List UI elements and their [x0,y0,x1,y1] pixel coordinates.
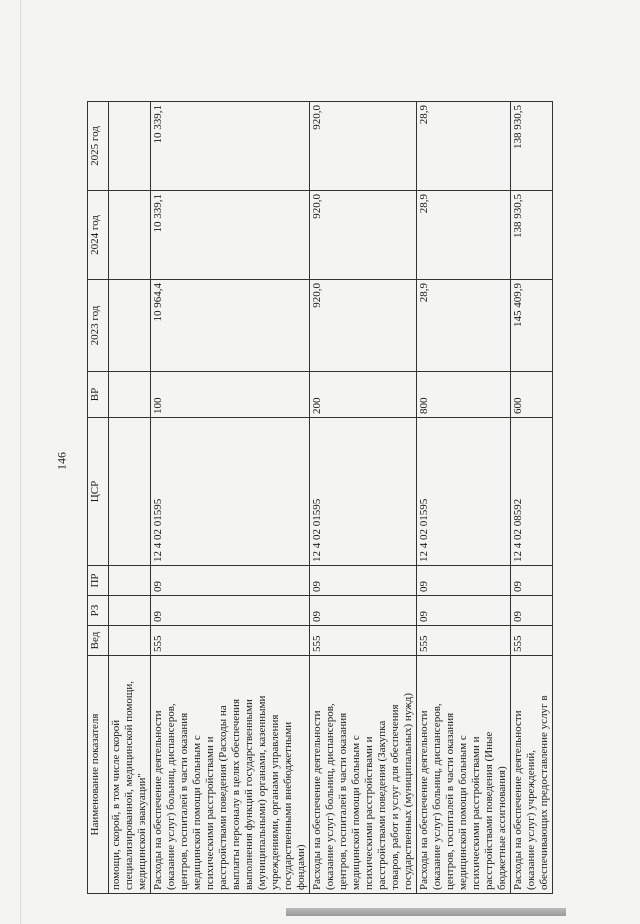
row-csr: 12 4 02 01595 [151,418,310,566]
row-vr: 800 [417,372,511,418]
header-csr: ЦСР [88,418,109,566]
row-ved: 555 [511,626,553,656]
table-row [511,102,553,894]
table-row [417,102,511,894]
row-name: Расходы на обеспечение деятельности (оказание услуг) больниц, диспансеров, центров, госпиталей в части оказания медицинской помощи больным с психическими расстройствами и расстройствами поведения (Закупка товаров, работ и услуг для обеспечения государственных (муниципальных) нужд) [310,656,417,894]
row-2025: 920,0 [310,102,417,191]
row-ved: 555 [151,626,310,656]
page-number: 146 [54,452,69,470]
row-name: Расходы на обеспечение деятельности (оказание услуг) больниц, диспансеров, центров, госпиталей в части оказания медицинской помощи больным с психическими расстройствами и расстройствами поведения (Иные бюджетные ассигнования) [417,656,511,894]
row-rz [109,596,151,626]
header-2025: 2025 год [88,102,109,191]
row-rz: 09 [511,596,553,626]
row-pr: 09 [417,566,511,596]
header-2023: 2023 год [88,280,109,372]
budget-table [87,101,553,894]
row-2025: 28,9 [417,102,511,191]
header-row [88,102,109,894]
row-2024: 138 930,5 [511,191,553,280]
row-2025 [109,102,151,191]
header-ved: Вед [88,626,109,656]
row-csr: 12 4 02 01595 [310,418,417,566]
rotated-table-wrapper [87,102,551,894]
row-2023: 10 964,4 [151,280,310,372]
row-csr: 12 4 02 01595 [417,418,511,566]
row-pr: 09 [511,566,553,596]
row-pr: 09 [310,566,417,596]
row-2023: 28,9 [417,280,511,372]
row-2023 [109,280,151,372]
row-ved: 555 [310,626,417,656]
scan-edge-line [20,0,21,924]
row-ved: 555 [417,626,511,656]
table-row [109,102,151,894]
row-pr: 09 [151,566,310,596]
row-2024: 920,0 [310,191,417,280]
row-rz: 09 [310,596,417,626]
row-2025: 138 930,5 [511,102,553,191]
header-vr: ВР [88,372,109,418]
row-pr [109,566,151,596]
scan-bottom-band [286,908,566,916]
header-rz: РЗ [88,596,109,626]
table-row [310,102,417,894]
row-2023: 145 409,9 [511,280,553,372]
row-vr: 100 [151,372,310,418]
row-2025: 10 339,1 [151,102,310,191]
header-2024: 2024 год [88,191,109,280]
row-name: Расходы на обеспечение деятельности (оказание услуг) больниц, диспансеров, центров, госпиталей в части оказания медицинской помощи больным с психическими расстройствами и расстройствами поведения (Расходы на выплаты персоналу в целях обеспечения выполнения функций государственными (муниципальными) органами, казенными учреждениями, органами управления государственными внебюджетными фондами) [151,656,310,894]
header-pr: ПР [88,566,109,596]
row-vr: 200 [310,372,417,418]
table-row [151,102,310,894]
row-vr [109,372,151,418]
row-2023: 920,0 [310,280,417,372]
row-csr: 12 4 02 08592 [511,418,553,566]
row-vr: 600 [511,372,553,418]
row-2024: 28,9 [417,191,511,280]
row-2024 [109,191,151,280]
row-csr [109,418,151,566]
row-name: Расходы на обеспечение деятельности (оказание услуг) учреждений, обеспечивающих предоставление услуг в [511,656,553,894]
row-ved [109,626,151,656]
row-rz: 09 [151,596,310,626]
row-name: помощи, скорой, в том числе скорой специализированной, медицинской помощи, медицинской эвакуации" [109,656,151,894]
header-name: Наименование показателя [88,656,109,894]
row-rz: 09 [417,596,511,626]
row-2024: 10 339,1 [151,191,310,280]
